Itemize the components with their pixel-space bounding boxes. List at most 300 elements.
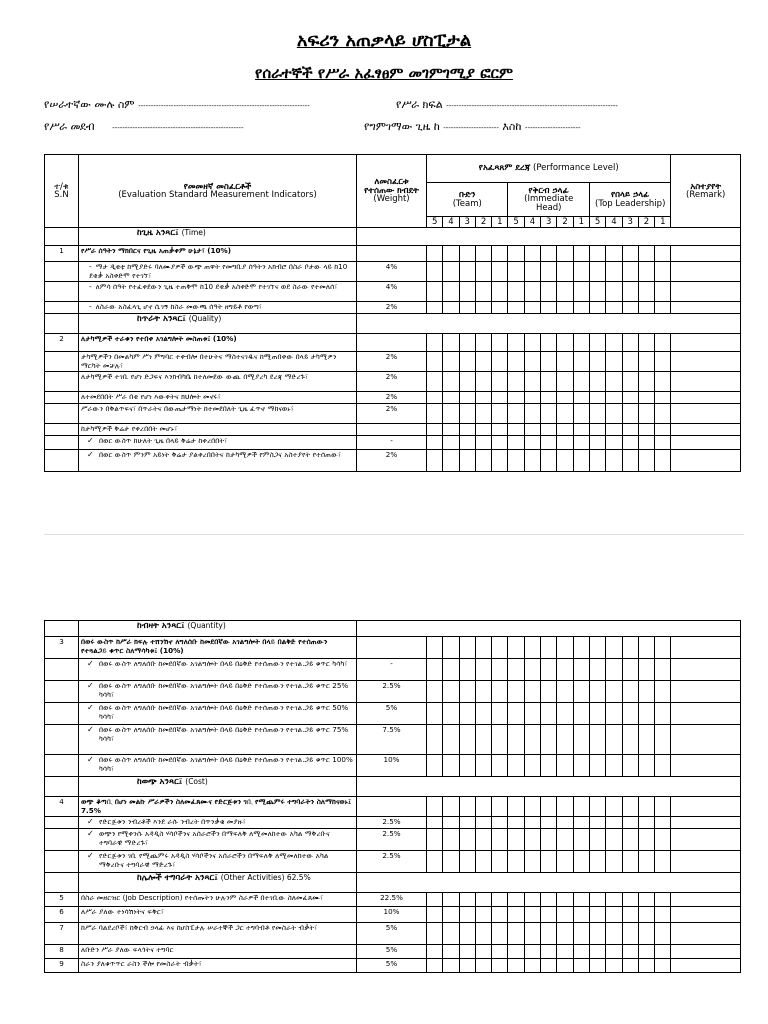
score-cell[interactable]: [606, 404, 622, 424]
score-cell[interactable]: [492, 923, 508, 945]
score-cell[interactable]: [541, 817, 557, 829]
score-cell[interactable]: [492, 282, 508, 302]
score-cell[interactable]: [541, 392, 557, 404]
score-cell[interactable]: [541, 907, 557, 923]
score-cell[interactable]: [524, 945, 540, 959]
score-cell[interactable]: [475, 450, 491, 472]
score-cell[interactable]: [475, 404, 491, 424]
remark-cell[interactable]: [671, 893, 741, 907]
score-cell[interactable]: [606, 851, 622, 873]
score-cell[interactable]: [475, 703, 491, 725]
score-cell[interactable]: [475, 436, 491, 450]
score-cell[interactable]: [427, 302, 443, 314]
score-cell[interactable]: [655, 450, 671, 472]
score-cell[interactable]: [508, 923, 524, 945]
score-cell[interactable]: [492, 659, 508, 681]
score-cell[interactable]: [589, 945, 605, 959]
score-cell[interactable]: [541, 282, 557, 302]
score-cell[interactable]: [508, 755, 524, 777]
score-cell[interactable]: [427, 681, 443, 703]
score-cell[interactable]: [557, 659, 573, 681]
score-cell[interactable]: [622, 923, 638, 945]
score-cell[interactable]: [638, 450, 654, 472]
score-cell[interactable]: [492, 907, 508, 923]
score-cell[interactable]: [492, 334, 508, 352]
score-cell[interactable]: [638, 334, 654, 352]
score-cell[interactable]: [524, 681, 540, 703]
score-cell[interactable]: [459, 659, 475, 681]
score-cell[interactable]: [508, 404, 524, 424]
score-cell[interactable]: [557, 246, 573, 262]
score-cell[interactable]: [475, 817, 491, 829]
score-cell[interactable]: [475, 246, 491, 262]
score-cell[interactable]: [443, 392, 459, 404]
score-cell[interactable]: [524, 923, 540, 945]
score-cell[interactable]: [573, 246, 589, 262]
score-cell[interactable]: [655, 923, 671, 945]
score-cell[interactable]: [459, 893, 475, 907]
score-cell[interactable]: [541, 923, 557, 945]
score-cell[interactable]: [427, 797, 443, 817]
score-cell[interactable]: [524, 436, 540, 450]
score-cell[interactable]: [573, 829, 589, 851]
score-cell[interactable]: [655, 703, 671, 725]
score-cell[interactable]: [459, 334, 475, 352]
score-cell[interactable]: [508, 246, 524, 262]
score-cell[interactable]: [589, 703, 605, 725]
score-cell[interactable]: [459, 725, 475, 755]
score-cell[interactable]: [589, 829, 605, 851]
score-cell[interactable]: [655, 681, 671, 703]
score-cell[interactable]: [589, 637, 605, 659]
score-cell[interactable]: [541, 424, 557, 436]
score-cell[interactable]: [459, 851, 475, 873]
score-cell[interactable]: [541, 893, 557, 907]
score-cell[interactable]: [557, 302, 573, 314]
score-cell[interactable]: [541, 959, 557, 973]
score-cell[interactable]: [541, 246, 557, 262]
score-cell[interactable]: [524, 302, 540, 314]
score-cell[interactable]: [622, 262, 638, 282]
score-cell[interactable]: [459, 703, 475, 725]
score-cell[interactable]: [475, 424, 491, 436]
score-cell[interactable]: [557, 392, 573, 404]
score-cell[interactable]: [475, 945, 491, 959]
score-cell[interactable]: [622, 392, 638, 404]
score-cell[interactable]: [541, 637, 557, 659]
score-cell[interactable]: [606, 681, 622, 703]
score-cell[interactable]: [427, 424, 443, 436]
score-cell[interactable]: [638, 436, 654, 450]
remark-cell[interactable]: [671, 282, 741, 302]
score-cell[interactable]: [524, 262, 540, 282]
score-cell[interactable]: [475, 725, 491, 755]
score-cell[interactable]: [443, 755, 459, 777]
score-cell[interactable]: [606, 893, 622, 907]
score-cell[interactable]: [573, 817, 589, 829]
score-cell[interactable]: [427, 392, 443, 404]
score-cell[interactable]: [655, 725, 671, 755]
score-cell[interactable]: [475, 392, 491, 404]
score-cell[interactable]: [638, 829, 654, 851]
score-cell[interactable]: [427, 893, 443, 907]
score-cell[interactable]: [541, 450, 557, 472]
score-cell[interactable]: [622, 851, 638, 873]
score-cell[interactable]: [573, 436, 589, 450]
score-cell[interactable]: [443, 817, 459, 829]
score-cell[interactable]: [541, 829, 557, 851]
score-cell[interactable]: [443, 302, 459, 314]
score-cell[interactable]: [459, 637, 475, 659]
score-cell[interactable]: [655, 352, 671, 372]
score-cell[interactable]: [459, 817, 475, 829]
remark-cell[interactable]: [671, 797, 741, 817]
score-cell[interactable]: [541, 659, 557, 681]
score-cell[interactable]: [589, 424, 605, 436]
score-cell[interactable]: [638, 797, 654, 817]
score-cell[interactable]: [557, 703, 573, 725]
score-cell[interactable]: [508, 829, 524, 851]
score-cell[interactable]: [606, 450, 622, 472]
score-cell[interactable]: [492, 404, 508, 424]
score-cell[interactable]: [622, 893, 638, 907]
department-field[interactable]: የሥራ ክፍል --------------------------------------------------------------------: [396, 98, 618, 111]
score-cell[interactable]: [508, 352, 524, 372]
score-cell[interactable]: [443, 436, 459, 450]
score-cell[interactable]: [541, 703, 557, 725]
score-cell[interactable]: [524, 424, 540, 436]
remark-cell[interactable]: [671, 334, 741, 352]
score-cell[interactable]: [508, 282, 524, 302]
score-cell[interactable]: [638, 262, 654, 282]
score-cell[interactable]: [557, 282, 573, 302]
score-cell[interactable]: [655, 404, 671, 424]
score-cell[interactable]: [443, 797, 459, 817]
score-cell[interactable]: [508, 725, 524, 755]
score-cell[interactable]: [427, 334, 443, 352]
score-cell[interactable]: [573, 851, 589, 873]
score-cell[interactable]: [459, 282, 475, 302]
score-cell[interactable]: [622, 703, 638, 725]
score-cell[interactable]: [524, 392, 540, 404]
score-cell[interactable]: [459, 246, 475, 262]
score-cell[interactable]: [492, 829, 508, 851]
score-cell[interactable]: [443, 703, 459, 725]
score-cell[interactable]: [622, 302, 638, 314]
remark-cell[interactable]: [671, 945, 741, 959]
score-cell[interactable]: [475, 851, 491, 873]
score-cell[interactable]: [443, 352, 459, 372]
score-cell[interactable]: [655, 637, 671, 659]
remark-cell[interactable]: [671, 372, 741, 392]
remark-cell[interactable]: [671, 637, 741, 659]
score-cell[interactable]: [573, 450, 589, 472]
score-cell[interactable]: [589, 681, 605, 703]
score-cell[interactable]: [573, 302, 589, 314]
score-cell[interactable]: [622, 436, 638, 450]
score-cell[interactable]: [638, 725, 654, 755]
score-cell[interactable]: [541, 404, 557, 424]
score-cell[interactable]: [443, 851, 459, 873]
score-cell[interactable]: [606, 945, 622, 959]
score-cell[interactable]: [557, 755, 573, 777]
score-cell[interactable]: [622, 797, 638, 817]
score-cell[interactable]: [508, 436, 524, 450]
score-cell[interactable]: [508, 392, 524, 404]
score-cell[interactable]: [427, 829, 443, 851]
score-cell[interactable]: [606, 282, 622, 302]
score-cell[interactable]: [589, 302, 605, 314]
score-cell[interactable]: [427, 923, 443, 945]
score-cell[interactable]: [508, 659, 524, 681]
score-cell[interactable]: [638, 372, 654, 392]
score-cell[interactable]: [655, 262, 671, 282]
score-cell[interactable]: [443, 282, 459, 302]
score-cell[interactable]: [541, 851, 557, 873]
remark-cell[interactable]: [671, 851, 741, 873]
score-cell[interactable]: [655, 659, 671, 681]
score-cell[interactable]: [443, 246, 459, 262]
score-cell[interactable]: [557, 851, 573, 873]
score-cell[interactable]: [508, 907, 524, 923]
score-cell[interactable]: [655, 282, 671, 302]
score-cell[interactable]: [492, 817, 508, 829]
score-cell[interactable]: [443, 450, 459, 472]
remark-cell[interactable]: [671, 703, 741, 725]
score-cell[interactable]: [508, 424, 524, 436]
score-cell[interactable]: [475, 755, 491, 777]
score-cell[interactable]: [524, 893, 540, 907]
score-cell[interactable]: [508, 681, 524, 703]
score-cell[interactable]: [622, 829, 638, 851]
score-cell[interactable]: [492, 755, 508, 777]
score-cell[interactable]: [557, 893, 573, 907]
score-cell[interactable]: [492, 372, 508, 392]
remark-cell[interactable]: [671, 436, 741, 450]
score-cell[interactable]: [443, 372, 459, 392]
score-cell[interactable]: [573, 262, 589, 282]
score-cell[interactable]: [557, 797, 573, 817]
score-cell[interactable]: [557, 945, 573, 959]
score-cell[interactable]: [655, 372, 671, 392]
score-cell[interactable]: [622, 755, 638, 777]
score-cell[interactable]: [589, 282, 605, 302]
score-cell[interactable]: [524, 829, 540, 851]
score-cell[interactable]: [459, 424, 475, 436]
score-cell[interactable]: [557, 907, 573, 923]
score-cell[interactable]: [573, 352, 589, 372]
score-cell[interactable]: [638, 851, 654, 873]
score-cell[interactable]: [475, 797, 491, 817]
score-cell[interactable]: [557, 959, 573, 973]
remark-cell[interactable]: [671, 907, 741, 923]
score-cell[interactable]: [606, 829, 622, 851]
score-cell[interactable]: [573, 392, 589, 404]
score-cell[interactable]: [655, 392, 671, 404]
score-cell[interactable]: [589, 334, 605, 352]
score-cell[interactable]: [459, 923, 475, 945]
score-cell[interactable]: [622, 637, 638, 659]
score-cell[interactable]: [475, 637, 491, 659]
score-cell[interactable]: [492, 945, 508, 959]
score-cell[interactable]: [541, 797, 557, 817]
score-cell[interactable]: [606, 302, 622, 314]
score-cell[interactable]: [589, 923, 605, 945]
score-cell[interactable]: [622, 424, 638, 436]
score-cell[interactable]: [638, 352, 654, 372]
score-cell[interactable]: [638, 681, 654, 703]
score-cell[interactable]: [638, 282, 654, 302]
score-cell[interactable]: [622, 404, 638, 424]
score-cell[interactable]: [541, 681, 557, 703]
score-cell[interactable]: [557, 424, 573, 436]
score-cell[interactable]: [427, 959, 443, 973]
score-cell[interactable]: [524, 959, 540, 973]
score-cell[interactable]: [492, 302, 508, 314]
employee-name-field[interactable]: የሠራተኛው ሙሉ ስም --------------------------------------------------------------------: [44, 98, 310, 111]
score-cell[interactable]: [573, 755, 589, 777]
score-cell[interactable]: [606, 392, 622, 404]
score-cell[interactable]: [655, 945, 671, 959]
remark-cell[interactable]: [671, 817, 741, 829]
score-cell[interactable]: [459, 907, 475, 923]
score-cell[interactable]: [557, 372, 573, 392]
score-cell[interactable]: [443, 907, 459, 923]
score-cell[interactable]: [459, 352, 475, 372]
score-cell[interactable]: [459, 681, 475, 703]
score-cell[interactable]: [589, 659, 605, 681]
score-cell[interactable]: [475, 262, 491, 282]
score-cell[interactable]: [427, 725, 443, 755]
score-cell[interactable]: [638, 404, 654, 424]
score-cell[interactable]: [427, 450, 443, 472]
score-cell[interactable]: [638, 637, 654, 659]
score-cell[interactable]: [573, 945, 589, 959]
score-cell[interactable]: [606, 923, 622, 945]
score-cell[interactable]: [573, 637, 589, 659]
score-cell[interactable]: [541, 725, 557, 755]
score-cell[interactable]: [622, 282, 638, 302]
score-cell[interactable]: [589, 450, 605, 472]
score-cell[interactable]: [492, 893, 508, 907]
score-cell[interactable]: [427, 436, 443, 450]
score-cell[interactable]: [589, 246, 605, 262]
remark-cell[interactable]: [671, 450, 741, 472]
score-cell[interactable]: [573, 681, 589, 703]
score-cell[interactable]: [573, 424, 589, 436]
score-cell[interactable]: [655, 851, 671, 873]
score-cell[interactable]: [427, 262, 443, 282]
score-cell[interactable]: [459, 829, 475, 851]
score-cell[interactable]: [589, 725, 605, 755]
score-cell[interactable]: [557, 637, 573, 659]
score-cell[interactable]: [589, 755, 605, 777]
score-cell[interactable]: [557, 681, 573, 703]
score-cell[interactable]: [655, 302, 671, 314]
score-cell[interactable]: [524, 703, 540, 725]
score-cell[interactable]: [589, 262, 605, 282]
score-cell[interactable]: [606, 424, 622, 436]
score-cell[interactable]: [606, 246, 622, 262]
score-cell[interactable]: [622, 945, 638, 959]
score-cell[interactable]: [524, 851, 540, 873]
score-cell[interactable]: [557, 334, 573, 352]
score-cell[interactable]: [557, 923, 573, 945]
score-cell[interactable]: [573, 797, 589, 817]
score-cell[interactable]: [492, 392, 508, 404]
score-cell[interactable]: [573, 959, 589, 973]
score-cell[interactable]: [427, 372, 443, 392]
score-cell[interactable]: [655, 893, 671, 907]
score-cell[interactable]: [459, 755, 475, 777]
score-cell[interactable]: [589, 352, 605, 372]
score-cell[interactable]: [622, 725, 638, 755]
score-cell[interactable]: [524, 797, 540, 817]
score-cell[interactable]: [589, 404, 605, 424]
score-cell[interactable]: [541, 372, 557, 392]
score-cell[interactable]: [524, 372, 540, 392]
score-cell[interactable]: [475, 959, 491, 973]
score-cell[interactable]: [541, 262, 557, 282]
score-cell[interactable]: [638, 302, 654, 314]
remark-cell[interactable]: [671, 302, 741, 314]
score-cell[interactable]: [524, 246, 540, 262]
score-cell[interactable]: [443, 681, 459, 703]
score-cell[interactable]: [492, 703, 508, 725]
score-cell[interactable]: [541, 302, 557, 314]
score-cell[interactable]: [589, 907, 605, 923]
score-cell[interactable]: [638, 246, 654, 262]
score-cell[interactable]: [492, 262, 508, 282]
remark-cell[interactable]: [671, 923, 741, 945]
score-cell[interactable]: [524, 659, 540, 681]
score-cell[interactable]: [492, 424, 508, 436]
score-cell[interactable]: [524, 637, 540, 659]
score-cell[interactable]: [524, 404, 540, 424]
score-cell[interactable]: [475, 372, 491, 392]
score-cell[interactable]: [589, 797, 605, 817]
remark-cell[interactable]: [671, 262, 741, 282]
score-cell[interactable]: [443, 725, 459, 755]
score-cell[interactable]: [541, 755, 557, 777]
score-cell[interactable]: [475, 282, 491, 302]
score-cell[interactable]: [508, 959, 524, 973]
score-cell[interactable]: [606, 334, 622, 352]
remark-cell[interactable]: [671, 829, 741, 851]
score-cell[interactable]: [459, 959, 475, 973]
score-cell[interactable]: [589, 851, 605, 873]
score-cell[interactable]: [655, 907, 671, 923]
score-cell[interactable]: [557, 436, 573, 450]
remark-cell[interactable]: [671, 424, 741, 436]
score-cell[interactable]: [492, 352, 508, 372]
score-cell[interactable]: [492, 681, 508, 703]
score-cell[interactable]: [459, 797, 475, 817]
score-cell[interactable]: [573, 703, 589, 725]
score-cell[interactable]: [443, 945, 459, 959]
score-cell[interactable]: [606, 755, 622, 777]
score-cell[interactable]: [655, 436, 671, 450]
score-cell[interactable]: [638, 424, 654, 436]
score-cell[interactable]: [508, 703, 524, 725]
score-cell[interactable]: [475, 923, 491, 945]
score-cell[interactable]: [622, 246, 638, 262]
score-cell[interactable]: [427, 637, 443, 659]
score-cell[interactable]: [427, 282, 443, 302]
score-cell[interactable]: [475, 659, 491, 681]
score-cell[interactable]: [492, 637, 508, 659]
score-cell[interactable]: [573, 372, 589, 392]
